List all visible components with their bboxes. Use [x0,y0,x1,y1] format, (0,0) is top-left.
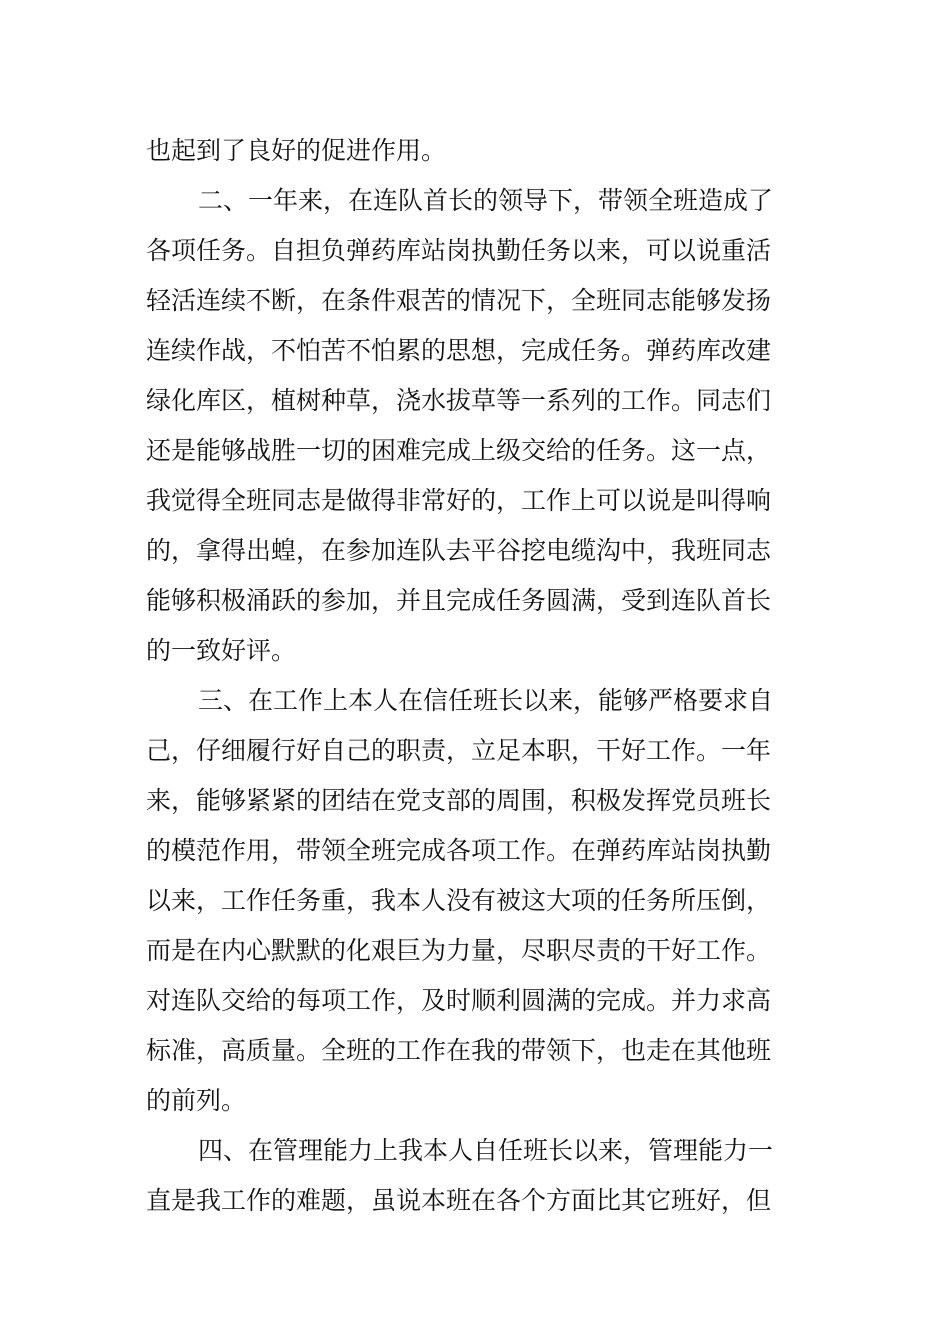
text-line: 也起到了良好的促进作用。 [146,136,447,165]
text-line: 还是能够战胜一切的困难完成上级交给的任务。这一点， [146,436,772,465]
text-line: 的，拿得出蝗，在参加连队去平谷挖电缆沟中，我班同志 [146,536,772,565]
text-line: 四、在管理能力上我本人自任班长以来，管理能力一 [198,1136,774,1165]
text-line: 而是在内心默默的化艰巨为力量，尽职尽责的干好工作。 [146,936,772,965]
text-line: 连续作战，不怕苦不怕累的思想，完成任务。弹药库改建 [146,336,772,365]
paragraph [146,1126,806,1226]
text-line: 直是我工作的难题，虽说本班在各个方面比其它班好，但 [146,1186,772,1215]
text-line: 各项任务。自担负弹药库站岗执勤任务以来，可以说重活 [146,236,772,265]
paragraph [146,176,806,676]
text-line: 我觉得全班同志是做得非常好的，工作上可以说是叫得响 [146,486,772,515]
text-line: 己，仔细履行好自己的职责，立足本职，干好工作。一年 [146,736,772,765]
document-body [146,126,806,1226]
text-line: 轻活连续不断，在条件艰苦的情况下，全班同志能够发扬 [146,286,772,315]
text-line: 标准，高质量。全班的工作在我的带领下，也走在其他班 [146,1036,772,1065]
text-line: 对连队交给的每项工作，及时顺利圆满的完成。并力求高 [146,986,772,1015]
text-line: 的一致好评。 [146,636,297,665]
text-line: 以来，工作任务重，我本人没有被这大项的任务所压倒， [146,886,772,915]
text-line: 三、在工作上本人在信任班长以来，能够严格要求自 [198,686,774,715]
text-line: 来，能够紧紧的团结在党支部的周围，积极发挥党员班长 [146,786,772,815]
text-line: 绿化库区，植树种草，浇水拔草等一系列的工作。同志们 [146,386,772,415]
text-line: 的模范作用，带领全班完成各项工作。在弹药库站岗执勤 [146,836,772,865]
text-line: 二、一年来，在连队首长的领导下，带领全班造成了 [198,186,774,215]
paragraph [146,676,806,1126]
paragraph [146,126,806,176]
text-line: 的前列。 [146,1086,247,1115]
text-line: 能够积极涌跃的参加，并且完成任务圆满，受到连队首长 [146,586,772,615]
